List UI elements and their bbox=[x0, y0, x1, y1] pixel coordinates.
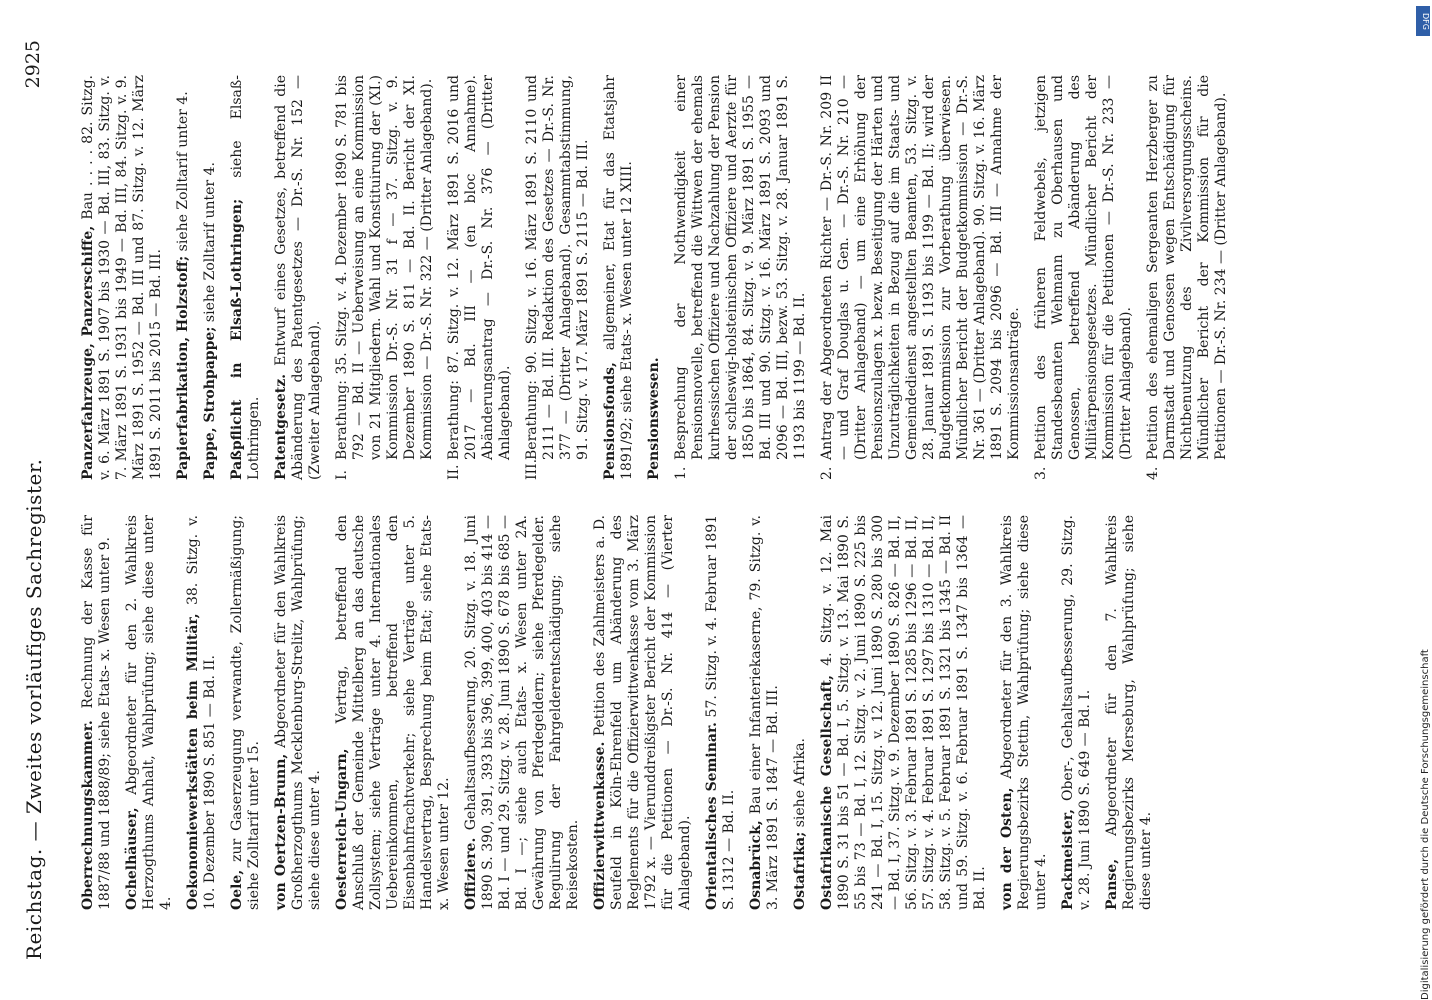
index-entry bbox=[175, 75, 192, 480]
item-text: Berathung: 87. Sitzg. v. 12. März 1891 S. 2016 und 2017 — Bd. III — (en bloc Annahme). Abänderungsantrag — Dr.-S. Nr. 376 — (Dritter Anlageband). bbox=[446, 75, 513, 460]
index-entry bbox=[792, 515, 809, 910]
index-entry bbox=[273, 515, 324, 910]
page-header bbox=[22, 40, 58, 960]
index-entry bbox=[185, 515, 219, 910]
entry-keyword: Papierfabrikation, Holzstoff; bbox=[175, 255, 191, 480]
item-number: II. bbox=[446, 464, 462, 480]
entry-keyword: von der Osten, bbox=[999, 787, 1015, 910]
entry-text: Abgeordneter für den 2. Wahlkreis Herzogthums Anhalt, Wahlprüfung; siehe diese unter 4. bbox=[124, 515, 174, 910]
entry-keyword: Offizierwittwenkasse. bbox=[592, 741, 608, 910]
item-text: Berathung: 90. Sitzg. v. 16. März 1891 S. 2110 und 2111 — Bd. III. Redaktion des Gesetzes — Dr.-S. Nr. 377 — (Dritter Anlageband). Gesammtabstimmung, 91. Sitzg. v. 17. März 1891 S. 2115 — Bd. III. bbox=[524, 75, 591, 460]
entry-keyword: von Oertzen-Brunn, bbox=[273, 753, 289, 910]
numbered-item bbox=[819, 75, 1023, 480]
entry-keyword: Ostafrikanische Gesellschaft, bbox=[819, 674, 835, 910]
entry-text: 57. Sitzg. v. 4. Februar 1891 S. 1312 — Bd. II. bbox=[704, 514, 737, 910]
digitization-credit: Digitalisierung gefördert durch die Deutsche Forschungsgemeinschaft bbox=[1420, 649, 1431, 1000]
entry-text: Vertrag, betreffend den Anschluß der Gemeinde Mittelberg an das deutsche Zollsystem; siehe Verträge unter 4. Internationales Uebereinkommen, betreffend den Eisenbahnfrachtverkehr; siehe Verträge unter 5. Handelsvertrag, Besprechung beim Etat; siehe Etats- x. Wesen unter 12. bbox=[334, 515, 452, 910]
index-entry bbox=[229, 75, 263, 480]
dfg-logo: DFG bbox=[1416, 6, 1430, 36]
entry-text: siehe Zolltarif unter 4. bbox=[202, 162, 218, 327]
entry-text: Entwurf eines Gesetzes, betreffend die Abänderung des Patentgesetzes — Dr.-S. Nr. 152 — (Zweiter Anlageband). bbox=[273, 75, 323, 480]
entry-keyword: Oekonomiewerkstätten beim Militär, bbox=[185, 613, 201, 910]
item-text: Antrag der Abgeordneten Richter — Dr.-S. Nr. 209 II — und Graf Douglas u. Gen. — Dr.-S. Nr. 210 — (Dritter Anlageband) — um eine Erhöhung der Pensionszulagen x. bezw. Beseitigung der Härten und Unzuträglichkeiten in Bezug auf die im Staats- und Gemeindedienst angestellten Beamten, 53. Sitzg. v. 28. Januar 1891 S. 1193 bis 1199 — Bd. II; wird der Budgetkommission zur Vorberathung überwiesen. Mündlicher Bericht der Budgetkommission — Dr.-S. Nr. 361 — (Dritter Anlageband). 90. Sitzg. v. 16. März 1891 S. 2094 bis 2096 — Bd. III — Annahme der Kommissionsanträge. bbox=[819, 75, 1022, 460]
index-entry bbox=[124, 515, 175, 910]
entry-text: Abgeordneter für den 3. Wahlkreis Regierungsbezirks Stettin, Wahlprüfung; siehe diese unter 4. bbox=[999, 515, 1049, 910]
entry-keyword: Patentgesetz. bbox=[273, 373, 289, 480]
index-entry bbox=[602, 75, 636, 480]
patent-law-items bbox=[334, 75, 592, 480]
index-entry bbox=[80, 75, 165, 480]
index-entry bbox=[334, 515, 453, 910]
entry-keyword: Oberrechnungskammer. bbox=[80, 720, 96, 910]
index-entry bbox=[646, 75, 663, 480]
numbered-item bbox=[673, 75, 809, 480]
index-entry bbox=[819, 515, 989, 910]
numbered-item bbox=[1033, 75, 1135, 480]
index-entry bbox=[273, 75, 324, 480]
index-entry bbox=[1104, 515, 1155, 910]
entry-text: Petition des Zahlmeisters a. D. Seufeld in Köln-Ehrenfeld um Abänderung des Reglements für die Offizierwittwenkasse vom 3. März 1792 x. — Vierunddreißigster Bericht der Kommission für die Petitionen — Dr.-S. Nr. 414 — (Vierter Anlageband). bbox=[592, 515, 693, 910]
entry-keyword: Paßpflicht in Elsaß-Lothringen; bbox=[229, 198, 245, 480]
entry-text: Bau einer Infanteriekaserne, 79. Sitzg. v. 3. März 1891 S. 1847 — Bd. III. bbox=[748, 515, 781, 910]
entry-text: siehe Afrika. bbox=[792, 738, 808, 832]
entry-text: Abgeordneter für den 7. Wahlkreis Regierungsbezirks Merseburg, Wahlprüfung; siehe diese unter 4. bbox=[1104, 515, 1154, 910]
entry-keyword: Pensionswesen. bbox=[646, 357, 662, 480]
entry-keyword: Panzerfahrzeuge, Panzerschiffe, bbox=[80, 225, 96, 480]
index-entry bbox=[592, 515, 694, 910]
index-entry bbox=[202, 75, 219, 480]
entry-keyword: Offiziere. bbox=[463, 837, 479, 910]
numbered-item bbox=[334, 75, 436, 480]
item-text: Besprechung der Nothwendigkeit einer Pensionsnovelle, betreffend die Wittwen der ehemals kurhessischen Offiziere und Nachzahlung der Pension der schleswig-holsteinischen Offiziere und Aerzte für 1850 bis 1864, 84. Sitzg. v. 9. März 1891 S. 1955 — Bd. III und 90. Sitzg. v. 16. März 1891 S. 2093 und 2096 — Bd. III, bezw. 53. Sitzg. v. 28. Januar 1891 S. 1193 bis 1199 — Bd. II. bbox=[673, 75, 808, 460]
entry-keyword: Orientalisches Seminar. bbox=[704, 722, 720, 910]
entry-keyword: Packmeister, bbox=[1060, 809, 1076, 910]
page-number: 2925 bbox=[22, 40, 44, 89]
entry-keyword: Osnabrück, bbox=[748, 820, 764, 910]
item-text: Petition des früheren Feldwebels, jetzigen Standesbeamten Wehmann zu Oberhausen und Genossen, betreffend Abänderung des Militärpensionsgesetzes. Mündlicher Bericht der Kommission für die Petitionen — Dr.-S. Nr. 233 — (Dritter Anlageband). bbox=[1033, 75, 1134, 460]
index-entry bbox=[704, 515, 738, 910]
item-number: 4. bbox=[1145, 466, 1161, 480]
entry-text: 4. Sitzg. v. 12. Mai 1890 S. 31 bis 51 — Bd. I, 5. Sitzg. v. 13. Mai 1890 S. 55 bis 73 — Bd. I, 12. Sitzg. v. 2. Juni 1890 S. 225 bis 241 — Bd. I, 15. Sitzg. v. 12. Juni 1890 S. 280 bis 300 — Bd. I, 37. Sitzg. v. 9. Dezember 1890 S. 826 — Bd. II, 56. Sitzg. v. 3. Februar 1891 S. 1285 bis 1296 — Bd. II, 57. Sitzg. v. 4. Februar 1891 S. 1297 bis 1310 — Bd. II, 58. Sitzg. v. 5. Februar 1891 S. 1321 bis 1345 — Bd. II und 59. Sitzg. v. 6. Februar 1891 S. 1347 bis 1364 — Bd. II. bbox=[819, 515, 988, 910]
numbered-item bbox=[524, 75, 592, 480]
entry-text: siehe Zolltarif unter 4. bbox=[175, 91, 191, 256]
index-entry bbox=[229, 515, 263, 910]
entry-keyword: Oele, bbox=[229, 869, 245, 910]
entry-keyword: Pensionsfonds, bbox=[602, 362, 618, 480]
numbered-item bbox=[1145, 75, 1230, 480]
item-number: 1. bbox=[673, 466, 689, 480]
entry-keyword: Oesterreich-Ungarn, bbox=[334, 748, 350, 910]
entry-text: Abgeordneter für den Wahlkreis Großherzogthums Mecklenburg-Strelitz, Wahlprüfung; siehe diese unter 4. bbox=[273, 514, 323, 910]
item-number: 3. bbox=[1033, 466, 1049, 480]
entry-keyword: Pappe, Strohpappe; bbox=[202, 326, 218, 480]
item-number: 2. bbox=[819, 466, 835, 480]
index-entry bbox=[999, 515, 1050, 910]
item-text: Petition des ehemaligen Sergeanten Herzberger zu Darmstadt und Genossen wegen Entschädigung für Nichtbenutzung des Zivilversorgungsscheins. Mündlicher Bericht der Kommission für die Petitionen — Dr.-S. Nr. 234 — (Dritter Anlageband). bbox=[1145, 75, 1229, 460]
entry-keyword: Ostafrika; bbox=[792, 831, 808, 910]
entry-text: Bau . . . . 82. Sitzg. v. 6. März 1891 S. 1907 bis 1930 — Bd. III, 83. Sitzg. v. 7. März 1891 S. 1931 bis 1949 — Bd. III, 84. Sitzg. v. 9. März 1891 S. 1952 — Bd. III und 87. Sitzg. v. 12. März 1891 S. 2011 bis 2015 — Bd. III. bbox=[80, 75, 164, 480]
index-entry bbox=[1060, 515, 1094, 910]
right-column bbox=[80, 75, 1240, 480]
item-text: Berathung: 35. Sitzg. v. 4. Dezember 1890 S. 781 bis 792 — Bd. II — Ueberweisung an eine Kommission von 21 Mitgliedern. Wahl und Konstituirung der (XI.) Kommission Dr.-S. Nr. 31 f — 37. Sitzg. v. 9. Dezember 1890 S. 811 — Bd. II. Bericht der XI. Kommission — Dr.-S. Nr. 322 — (Dritter Anlageband). bbox=[334, 75, 435, 460]
entry-keyword: Panse, bbox=[1104, 858, 1120, 910]
entry-text: siehe Elsaß-Lothringen. bbox=[229, 75, 262, 480]
index-entry bbox=[748, 515, 782, 910]
item-number: III. bbox=[524, 458, 540, 480]
numbered-item bbox=[446, 75, 514, 480]
entry-text: zur Gaserzeugung verwandte, Zollermäßigung; siehe Zolltarif unter 15. bbox=[229, 515, 262, 910]
entry-text: Gehaltsaufbesserung, 20. Sitzg. v. 18. Juni 1890 S. 390, 391, 393 bis 396, 399, 400, 403 bis 414 — Bd. I — und 29. Sitzg. v. 28. Juni 1890 S. 678 bis 685 — Bd. I —; siehe auch Etats- x. Wesen unter 2A. Gewährung von Pferdegeldern; siehe Pferdegelder. Regulirung der Fahrgelderentschädigung; siehe Reisekosten. bbox=[463, 515, 581, 910]
entry-text: Ober-, Gehaltsaufbesserung, 29. Sitzg. v. 28. Juni 1890 S. 649 — Bd. I. bbox=[1060, 515, 1093, 910]
running-head: Reichstag. — Zweites vorläufiges Sachregister. bbox=[22, 458, 46, 960]
left-column bbox=[80, 515, 1165, 910]
entry-text: 38. Sitzg. v. 10. Dezember 1890 S. 851 — Bd. II. bbox=[185, 514, 218, 910]
index-entry bbox=[463, 515, 582, 910]
pension-items bbox=[673, 75, 1230, 480]
entry-text: allgemeiner, Etat für das Etatsjahr 1891/92; siehe Etats- x. Wesen unter 12 XIII. bbox=[602, 75, 635, 480]
entry-keyword: Ochelhäuser, bbox=[124, 807, 140, 910]
item-number: I. bbox=[334, 470, 350, 480]
entry-text: Rechnung der Kasse für 1887/88 und 1888/89; siehe Etats- x. Wesen unter 9. bbox=[80, 515, 113, 910]
index-entry bbox=[80, 515, 114, 910]
